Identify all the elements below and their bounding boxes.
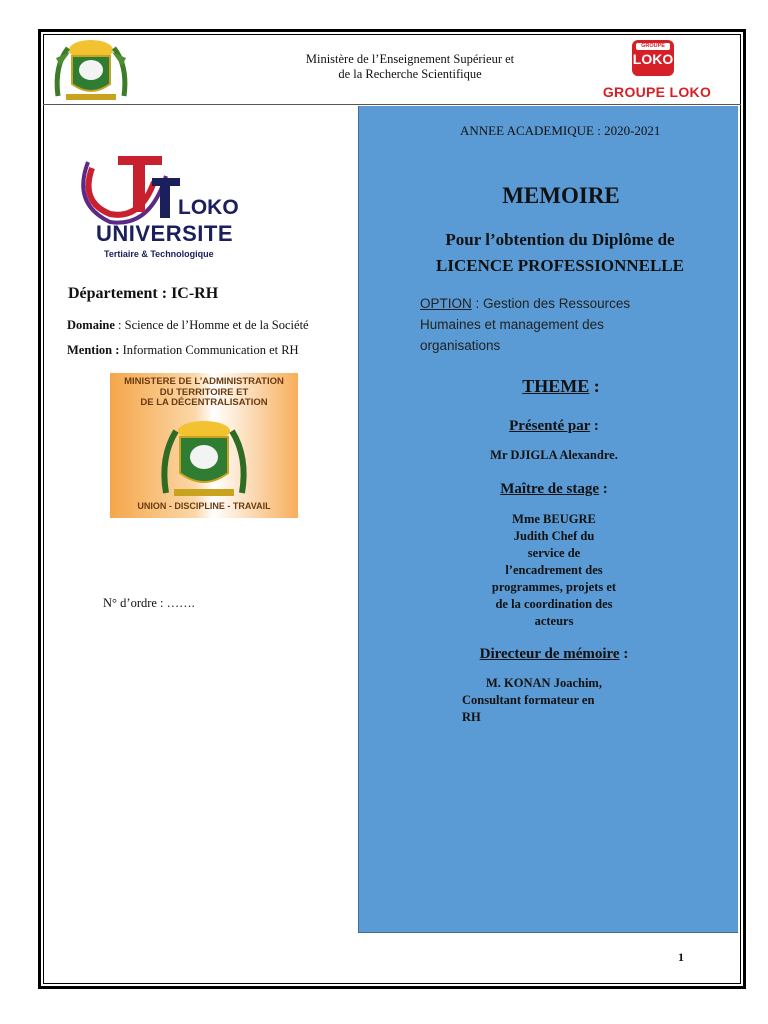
option-value: : Gestion des Ressources Humaines et management des organisations (420, 296, 631, 353)
loko-badge-top: GROUPE (636, 43, 670, 50)
theme-heading (358, 376, 764, 397)
mention-label: Mention : (67, 343, 120, 357)
presente-label: Présenté par (509, 418, 591, 434)
ut-universite-wordmark: UNIVERSITE (96, 221, 234, 246)
coat-of-arms-icon (154, 417, 254, 499)
maitre-line-4: l’encadrement des (505, 563, 603, 577)
memoire-title: MEMOIRE (502, 183, 620, 208)
ministry-logo-line-2: DU TERRITOIRE ET (159, 386, 249, 398)
directeur-memoire-heading (404, 646, 704, 663)
option-text (420, 293, 670, 356)
maitre-line-6: de la coordination des (495, 597, 613, 611)
mention-value: Information Communication et RH (119, 343, 299, 357)
maitre-line-1: Mme BEUGRE (512, 512, 596, 526)
ministry-line-1: Ministère de l’Enseignement Supérieur et (305, 52, 515, 66)
ministry-logo-line-3: DE LA DÉCENTRALISATION (140, 397, 268, 408)
directeur-line-1: M. KONAN Joachim, (486, 676, 602, 690)
domaine-line (67, 318, 309, 333)
domaine-value: : Science de l’Homme et de la Société (114, 318, 309, 332)
directeur-colon: : (619, 646, 629, 662)
domaine-label: Domaine (67, 318, 115, 332)
maitre-de-stage-block (454, 511, 654, 630)
directeur-line-2: Consultant formateur en (462, 693, 595, 707)
theme-label: THEME (522, 376, 590, 396)
maitre-de-stage-heading (404, 481, 704, 498)
ministry-line-2: de la Recherche Scientifique (338, 67, 482, 81)
presente-colon: : (590, 418, 599, 434)
presente-name: Mr DJIGLA Alexandre. (490, 448, 618, 462)
cote-divoire-emblem (48, 36, 134, 104)
departement-heading: Département : IC-RH (68, 285, 219, 302)
maitre-colon: : (599, 481, 608, 497)
theme-colon: : (589, 376, 600, 396)
mention-line (67, 343, 299, 358)
diplome-line-1: Pour l’obtention du Diplôme de (445, 230, 675, 249)
annee-academique: ANNEE ACADEMIQUE : 2020-2021 (460, 123, 661, 138)
presente-par-heading (404, 418, 704, 435)
maitre-label: Maître de stage (500, 481, 600, 497)
diplome-subtitle (360, 227, 760, 279)
ministry-logo-title (110, 377, 298, 409)
maitre-line-7: acteurs (534, 614, 574, 628)
groupe-loko-logo (596, 38, 718, 104)
ministry-header (260, 52, 560, 82)
ministry-administration-logo (110, 373, 298, 518)
groupe-loko-text: GROUPE LOKO (602, 84, 712, 100)
page-number: 1 (678, 950, 684, 964)
directeur-line-3: RH (462, 710, 481, 724)
option-label: OPTION (420, 296, 472, 311)
loko-badge-word: LOKO (632, 51, 674, 67)
directeur-label: Directeur de mémoire (479, 646, 620, 662)
maitre-line-2: Judith Chef du (513, 529, 595, 543)
maitre-line-5: programmes, projets et (491, 580, 617, 594)
directeur-memoire-block (462, 675, 662, 726)
ut-subtitle: Tertiaire & Technologique (104, 249, 214, 259)
ministry-logo-motto: UNION - DISCIPLINE - TRAVAIL (137, 501, 271, 511)
loko-badge (632, 40, 674, 76)
ut-loko-wordmark: LOKO (178, 196, 239, 219)
numero-ordre: N° d’ordre : ……. (103, 596, 195, 610)
ministry-logo-line-1: MINISTERE DE L’ADMINISTRATION (124, 376, 284, 387)
header-divider (43, 104, 741, 105)
maitre-line-3: service de (527, 546, 581, 560)
diplome-line-2: LICENCE PROFESSIONNELLE (436, 256, 684, 275)
